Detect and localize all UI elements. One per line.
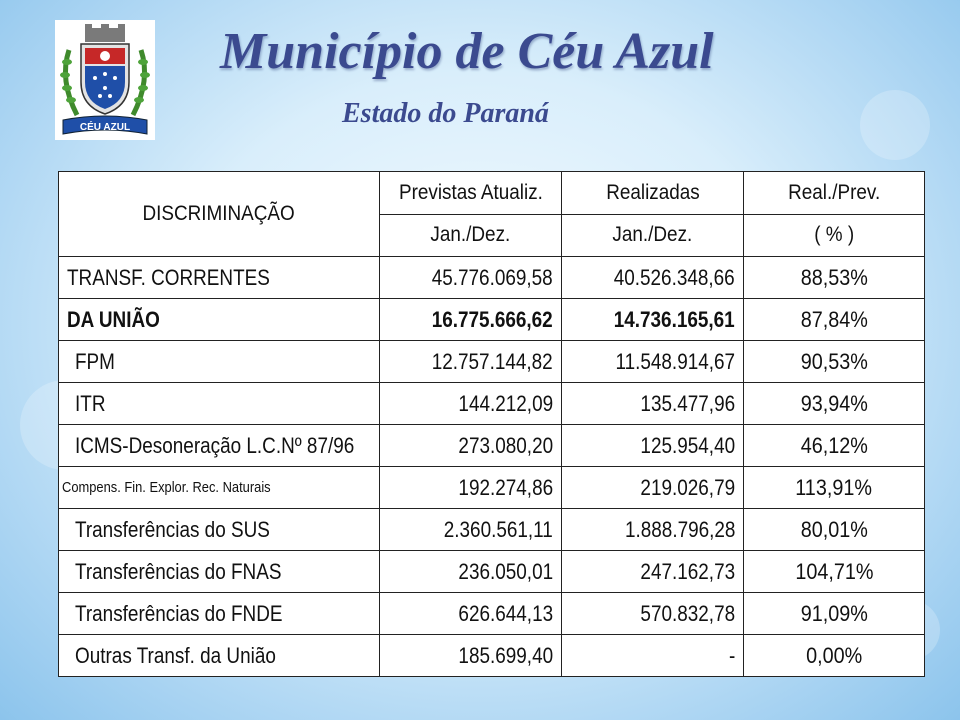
row-previstas: 192.274,86	[380, 467, 562, 509]
table-row	[59, 467, 925, 509]
row-pct: 87,84%	[744, 299, 925, 341]
row-pct: 46,12%	[744, 425, 925, 467]
column-header-discriminacao: DISCRIMINAÇÃO	[59, 172, 380, 257]
row-pct: 91,09%	[744, 593, 925, 635]
table-header-row	[59, 172, 925, 215]
row-previstas: 12.757.144,82	[380, 341, 562, 383]
row-label: TRANSF. CORRENTES	[59, 257, 380, 299]
table-row	[59, 383, 925, 425]
row-realizadas: 14.736.165,61	[562, 299, 744, 341]
crest-ribbon-text: CÉU AZUL	[79, 122, 131, 133]
table-row	[59, 425, 925, 467]
row-realizadas: 1.888.796,28	[562, 509, 744, 551]
row-pct: 88,53%	[744, 257, 925, 299]
table-row	[59, 551, 925, 593]
row-label: DA UNIÃO	[59, 299, 380, 341]
row-realizadas: -	[562, 635, 744, 677]
row-label: ICMS-Desoneração L.C.Nº 87/96	[59, 425, 380, 467]
column-header-previstas: Previstas Atualiz.	[380, 172, 562, 215]
table-row	[59, 593, 925, 635]
row-pct: 93,94%	[744, 383, 925, 425]
row-realizadas: 125.954,40	[562, 425, 744, 467]
row-realizadas: 40.526.348,66	[562, 257, 744, 299]
row-previstas: 185.699,40	[380, 635, 562, 677]
table-row	[59, 257, 925, 299]
row-pct: 80,01%	[744, 509, 925, 551]
row-label: ITR	[59, 383, 380, 425]
row-pct: 90,53%	[744, 341, 925, 383]
row-previstas: 16.775.666,62	[380, 299, 562, 341]
background-bokeh	[860, 90, 930, 160]
subheader-realizadas-period: Jan./Dez.	[562, 214, 744, 257]
row-label: Transferências do FNAS	[59, 551, 380, 593]
row-realizadas: 135.477,96	[562, 383, 744, 425]
municipal-crest-icon	[55, 20, 155, 140]
row-label: Transferências do FNDE	[59, 593, 380, 635]
row-previstas: 144.212,09	[380, 383, 562, 425]
page-subtitle: Estado do Paraná	[342, 98, 549, 129]
row-pct: 0,00%	[744, 635, 925, 677]
column-header-realizadas: Realizadas	[562, 172, 744, 215]
row-label: FPM	[59, 341, 380, 383]
column-header-real-prev: Real./Prev.	[744, 172, 925, 215]
page-title: Município de Céu Azul	[220, 23, 714, 80]
table-row	[59, 635, 925, 677]
row-previstas: 236.050,01	[380, 551, 562, 593]
revenue-table	[58, 171, 925, 677]
row-realizadas: 219.026,79	[562, 467, 744, 509]
row-realizadas: 247.162,73	[562, 551, 744, 593]
row-realizadas: 11.548.914,67	[562, 341, 744, 383]
row-pct: 113,91%	[744, 467, 925, 509]
table-row	[59, 299, 925, 341]
subheader-previstas-period: Jan./Dez.	[380, 214, 562, 257]
row-label: Outras Transf. da União	[59, 635, 380, 677]
subheader-percent: ( % )	[744, 214, 925, 257]
table-row	[59, 341, 925, 383]
table-row	[59, 509, 925, 551]
row-previstas: 626.644,13	[380, 593, 562, 635]
row-pct: 104,71%	[744, 551, 925, 593]
row-previstas: 2.360.561,11	[380, 509, 562, 551]
row-label: Compens. Fin. Explor. Rec. Naturais	[59, 467, 380, 509]
row-previstas: 273.080,20	[380, 425, 562, 467]
row-realizadas: 570.832,78	[562, 593, 744, 635]
row-previstas: 45.776.069,58	[380, 257, 562, 299]
row-label: Transferências do SUS	[59, 509, 380, 551]
